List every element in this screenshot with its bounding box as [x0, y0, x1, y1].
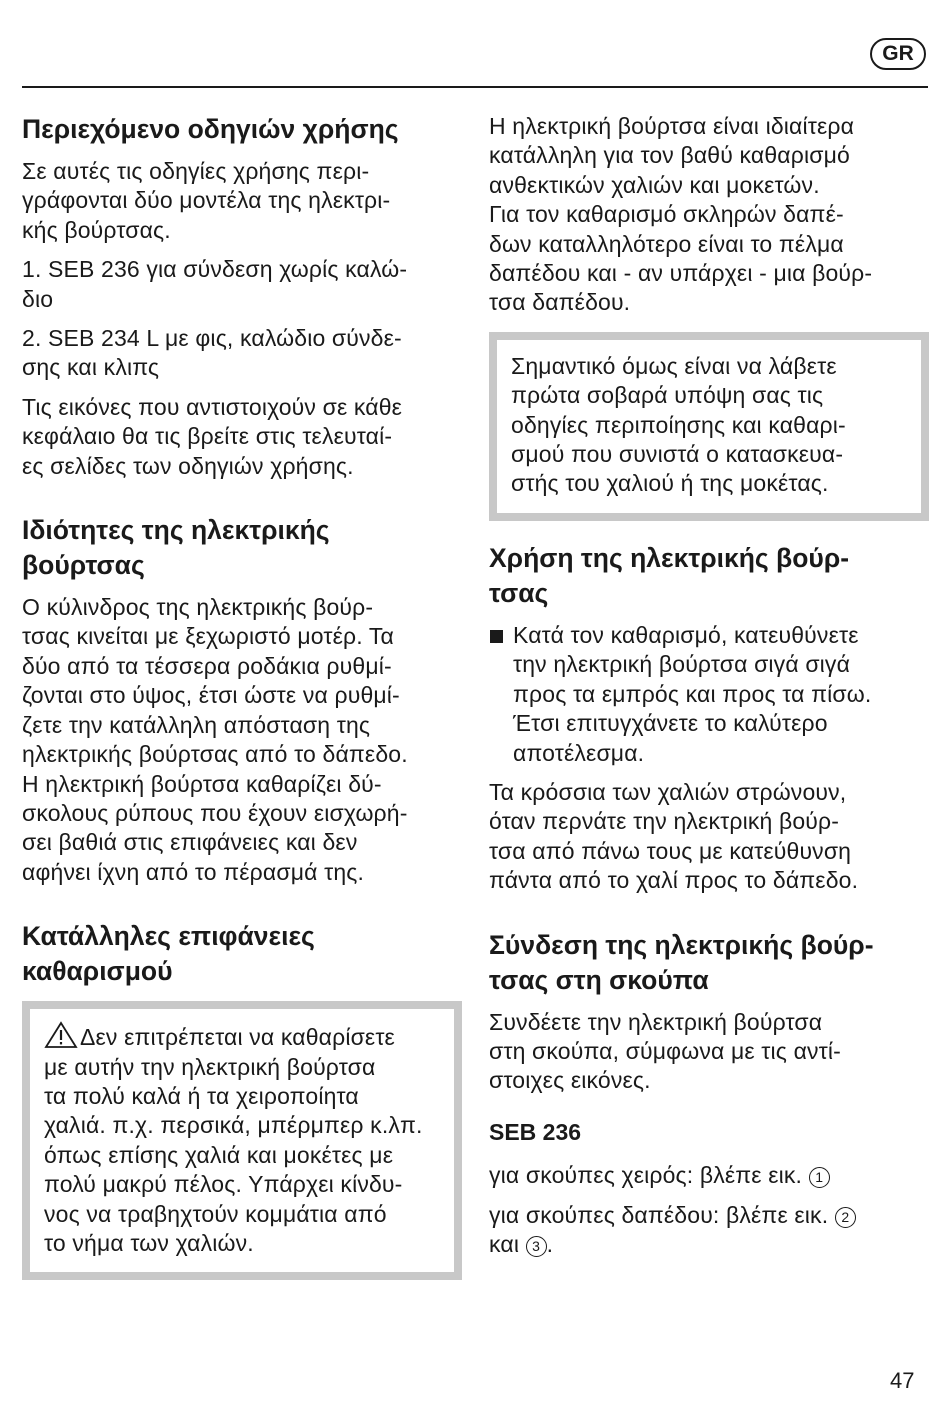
language-badge: GR	[870, 38, 926, 70]
model-subheading: SEB 236	[489, 1118, 582, 1145]
usage-bullet-text: Κατά τον καθαρισμό, κατευθύνετε την ηλεκτρική βούρτσα σιγά σιγά προς τα εμπρός και προς τα πίσω. Έτσι επιτυγχάνετε το καλύτερο αποτέλεσμα.	[513, 621, 872, 766]
bullet-square-icon	[490, 630, 503, 643]
left-column	[22, 112, 462, 1280]
model-item-1: 1. SEB 236 για σύνδεση χωρίς καλώ- διο	[22, 256, 408, 312]
section-title-properties: Ιδιότητες της ηλεκτρικής βούρτσας	[22, 515, 330, 581]
connection-text: Συνδέετε την ηλεκτρική βούρτσα στη σκούπα, σύμφωνα με τις αντί- στοιχες εικόνες.	[489, 1008, 841, 1094]
section-title-connection: Σύνδεση της ηλεκτρικής βούρ- τσας στη σκούπα	[489, 929, 874, 995]
section-title-surfaces: Κατάλληλες επιφάνειες καθαρισμού	[22, 921, 315, 987]
section-title-usage: Χρήση της ηλεκτρικής βούρ- τσας	[489, 542, 850, 608]
period-text: .	[546, 1230, 554, 1257]
figure-ref-2-icon: 2	[835, 1207, 856, 1228]
fringe-text: Τα κρόσσια των χαλιών στρώνουν, όταν περνάτε την ηλεκτρική βούρ- τσα από πάνω τους με κατεύθυνση πάντα από το χαλί προς το δάπεδο.	[489, 778, 859, 894]
warning-box	[22, 1001, 462, 1280]
figure-ref-3-icon: 3	[526, 1236, 547, 1257]
care-note-box	[489, 332, 929, 521]
warning-text-wrap	[44, 1021, 440, 1258]
care-note-text: Σημαντικό όμως είναι να λάβετε πρώτα σοβαρά υπόψη σας τις οδηγίες περιποίησης και καθαρι- σμού που συνιστά ο κατασκευα- στής του χαλιού ή της μοκέτας.	[511, 352, 846, 497]
and-text: και	[489, 1230, 520, 1257]
hand-vacuum-line	[489, 1161, 929, 1190]
model-item-2: 2. SEB 234 L με φις, καλώδιο σύνδε- σης και κλιπς	[22, 325, 402, 381]
warning-triangle-icon	[44, 1021, 78, 1049]
suitability-text: Η ηλεκτρική βούρτσα είναι ιδιαίτερα κατάλληλη για τον βαθύ καθαρισμό ανθεκτικών χαλιών και μοκετών. Για τον καθαρισμό σκληρών δαπέ- δων καταλληλότερο είναι το πέλμα δαπέδου και - αν υπάρχει - μια βούρ- τσα δαπέδου.	[489, 113, 873, 316]
properties-text: Ο κύλινδρος της ηλεκτρικής βούρ- τσας κινείται με ξεχωριστό μοτέρ. Τα δύο από τα τέσσερα ροδάκια ρυθμί- ζονται στο ύψος, έτσι ώστε να ρυθμί- ζετε την κατάλληλη απόσταση της ηλεκτρικής βούρτσας από το δάπεδο. Η ηλεκτρική βούρτσα καθαρίζει δύ- σκολους ρύπους που έχουν εισχωρή- σει βαθιά στις επιφάνειες και δεν αφήνει ίχνη από το πέρασμά της.	[22, 594, 408, 885]
page-number: 47	[890, 1368, 915, 1393]
section-title-contents: Περιεχόμενο οδηγιών χρήσης	[22, 114, 399, 144]
warning-text: Δεν επιτρέπεται να καθαρίσετε με αυτήν την ηλεκτρική βούρτσα τα πολύ καλά ή τα χειροποίητα χαλιά. π.χ. περσικά, μπέρμπερ κ.λπ. όπως επίσης χαλιά και μοκέτες με πολύ μακρύ πέλος. Υπάρχει κίνδυ- νος να τραβηχτούν κομμάτια από το νήμα των χαλιών.	[44, 1024, 423, 1256]
figure-ref-1-icon: 1	[809, 1167, 830, 1188]
contents-intro: Σε αυτές τις οδηγίες χρήσης περι- γράφονται δύο μοντέλα της ηλεκτρι- κής βούρτσας.	[22, 158, 391, 243]
floor-vacuum-line	[489, 1201, 929, 1260]
figures-note: Τις εικόνες που αντιστοιχούν σε κάθε κεφάλαιο θα τις βρείτε στις τελευταί- ες σελίδες των οδηγιών χρήσης.	[22, 393, 403, 479]
floor-vacuum-text: για σκούπες δαπέδου: βλέπε εικ.	[489, 1201, 829, 1228]
header-rule	[22, 86, 928, 88]
usage-bullet	[489, 621, 929, 768]
hand-vacuum-text: για σκούπες χειρός: βλέπε εικ.	[489, 1162, 803, 1189]
right-column	[489, 112, 929, 1269]
